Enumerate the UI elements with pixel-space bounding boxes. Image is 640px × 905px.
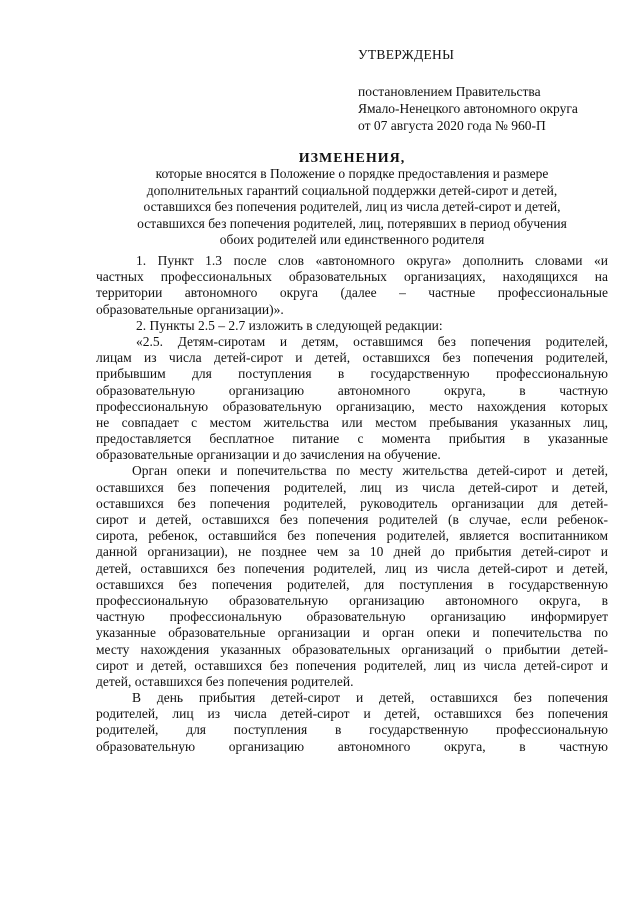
body-line: месту нахождения указанных образовательных организаций о прибытии детей- <box>96 641 608 657</box>
approval-title: УТВЕРЖДЕНЫ <box>358 47 455 62</box>
body-line: частную профессиональную образовательную организацию информирует <box>96 609 608 625</box>
body-line: родителей, для поступления в государственную профессиональную <box>96 722 608 738</box>
approval-line: постановлением Правительства <box>358 84 541 99</box>
body-line: данной организации), не позднее чем за 10 дней до прибытия детей-сирот и <box>96 544 608 560</box>
approval-line: Ямало-Ненецкого автономного округа <box>358 101 578 116</box>
body-line: сирот и детей, оставшихся без попечения родителей, лиц из числа детей-сирот и <box>96 657 608 673</box>
body-line: детей, оставшихся без попечения родителей. <box>96 673 354 689</box>
body-line: образовательную организацию автономного округа, в частную <box>96 738 608 754</box>
subtitle-line: дополнительных гарантий социальной поддержки детей-сирот и детей, <box>146 182 558 198</box>
document-subtitle <box>96 166 608 249</box>
approval-line: от 07 августа 2020 года № 960-П <box>358 118 546 133</box>
body-line: прибывшим для поступления в государственную профессиональную <box>96 366 608 382</box>
body-line: сирота, ребенок, оставшийся без попечения родителей, является воспитанником <box>96 528 608 544</box>
subtitle-line: обоих родителей или единственного родителя <box>219 232 485 247</box>
body-line: оставшихся без попечения родителей, лиц из числа детей-сирот и детей, <box>96 479 608 495</box>
body-line: 1. Пункт 1.3 после слов «автономного округа» дополнить словами «и <box>136 253 608 268</box>
body-line: территории автономного округа (далее – частные профессиональные <box>96 285 608 301</box>
subtitle-line: которые вносятся в Положение о порядке предоставления и размере <box>155 166 549 181</box>
body-line: указанные образовательные организации и орган опеки и попечительства по <box>96 625 608 641</box>
body-line: образовательные организации и до зачисления на обучение. <box>96 447 441 463</box>
document-title: ИЗМЕНЕНИЯ, <box>298 151 406 166</box>
body-line: Орган опеки и попечительства по месту жительства детей-сирот и детей, <box>132 463 608 479</box>
body-line: детей, оставшихся без попечения родителей, лиц из числа детей-сирот и детей, <box>96 560 608 576</box>
body-line: образовательную организацию автономного округа, в частную <box>96 382 608 398</box>
approval-block <box>358 46 618 134</box>
body-line: родителей, лиц из числа детей-сирот и детей, оставшихся без попечения <box>96 706 608 722</box>
subtitle-line: оставшихся без попечения родителей, лиц из числа детей-сирот и детей, <box>143 199 561 214</box>
body-line: лицам из числа детей-сирот и детей, оставшихся без попечения родителей, <box>96 350 608 366</box>
body-line: 2. Пункты 2.5 – 2.7 изложить в следующей редакции: <box>136 317 443 333</box>
body-line: профессиональную образовательную организацию автономного округа, в <box>96 592 608 608</box>
body-line: сирот и детей, оставшихся без попечения родителей (в случае, если ребенок- <box>96 512 608 527</box>
body-line: профессиональную образовательную организацию, место нахождения которых <box>96 398 608 414</box>
document-body <box>96 253 608 755</box>
body-line: В день прибытия детей-сирот и детей, оставшихся без попечения <box>132 690 608 706</box>
body-line: не совпадает с местом жительства или местом пребывания указанных лиц, <box>96 414 608 430</box>
body-line: предоставляется бесплатное питание с момента прибытия в указанные <box>96 431 608 447</box>
body-line: оставшихся без попечения родителей, для поступления в государственную <box>96 576 608 592</box>
body-line: образовательные организации)». <box>96 301 284 317</box>
body-line: частных профессиональных образовательных организациях, находящихся на <box>96 269 608 285</box>
body-line: оставшихся без попечения родителей, руководитель организации для детей- <box>96 495 608 511</box>
body-line: «2.5. Детям-сиротам и детям, оставшимся без попечения родителей, <box>136 333 608 349</box>
subtitle-line: оставшихся без попечения родителей, лиц, потерявших в период обучения <box>137 215 567 231</box>
